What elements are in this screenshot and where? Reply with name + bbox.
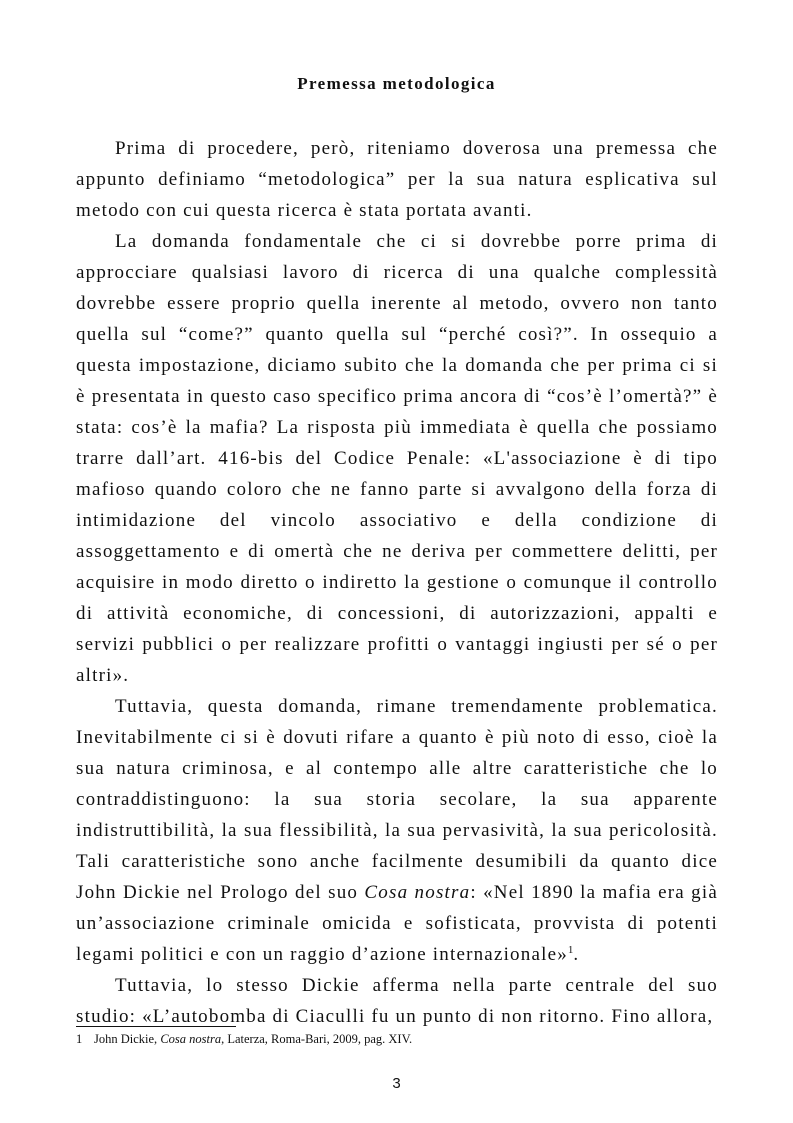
paragraph-3: [76, 691, 718, 970]
footnote-separator: [76, 1026, 236, 1027]
book-title: Cosa nostra: [364, 882, 471, 903]
paragraph-2: La domanda fondamentale che ci si dovrebbe porre prima di approcciare qualsiasi lavoro di ricerca di una qualche complessità dovrebbe essere proprio quella inerente al metodo, ovvero non tanto quella sul “come?” quanto quella sul “perché così?”. In ossequio a questa impostazione, diciamo subito che la domanda che per prima ci si è presentata in questo caso specifico prima ancora di “cos’è l’omertà?” è stata: cos’è la mafia? La risposta più immediata è quella che possiamo trarre dall’art. 416-bis del Codice Penale: «L'associazione è di tipo mafioso quando coloro che ne fanno parte si avvalgono della forza di intimidazione del vincolo associativo e della condizione di assoggettamento e di omertà che ne deriva per commettere delitti, per acquisire in modo diretto o indiretto la gestione o comunque il controllo di attività economiche, di concessioni, di autorizzazioni, appalti e servizi pubblici o per realizzare profitti o vantaggi ingiusti per sé o per altri».: [76, 231, 718, 686]
paragraph-1: Prima di procedere, però, riteniamo doverosa una premessa che appunto definiamo “metodologica” per la sua natura esplicativa sul metodo con cui questa ricerca è stata portata avanti.: [76, 138, 718, 221]
page-number: 3: [392, 1075, 401, 1092]
paragraph-3-text-a: Tuttavia, questa domanda, rimane tremendamente problematica. Inevitabilmente ci si è dovuti rifare a quanto è più noto di esso, cioè la sua natura criminosa, e al contempo alle altre caratteristiche che lo contraddistinguono: la sua storia secolare, la sua apparente indistruttibilità, la sua flessibilità, la sua pervasività, la sua pericolosità. Tali caratteristiche sono anche facilmente desumibili da quanto dice John Dickie nel Prologo del suo: [76, 696, 718, 903]
footnote-number: 1: [76, 1032, 83, 1046]
footnote: [76, 1031, 718, 1047]
footnote-publication: , Laterza, Roma-Bari, 2009, pag. XIV.: [221, 1032, 413, 1046]
body-text: [76, 133, 718, 1032]
footnote-reference[interactable]: 1: [567, 944, 574, 956]
paragraph-3-end: .: [573, 944, 580, 965]
page-title: Premessa metodologica: [297, 74, 496, 93]
footnote-author: John Dickie,: [94, 1032, 161, 1046]
paragraph-4: Tuttavia, lo stesso Dickie afferma nella parte centrale del suo studio: «L’autobomba di Ciaculli fu un punto di non ritorno. Fino allora,: [76, 975, 718, 1027]
paragraph-3-text-b: : «Nel 1890 la mafia era già un’associazione criminale omicida e sofisticata, provvista di potenti legami politici e con un raggio d’azione internazionale»: [76, 882, 718, 965]
footnote-book-title: Cosa nostra: [160, 1032, 222, 1046]
